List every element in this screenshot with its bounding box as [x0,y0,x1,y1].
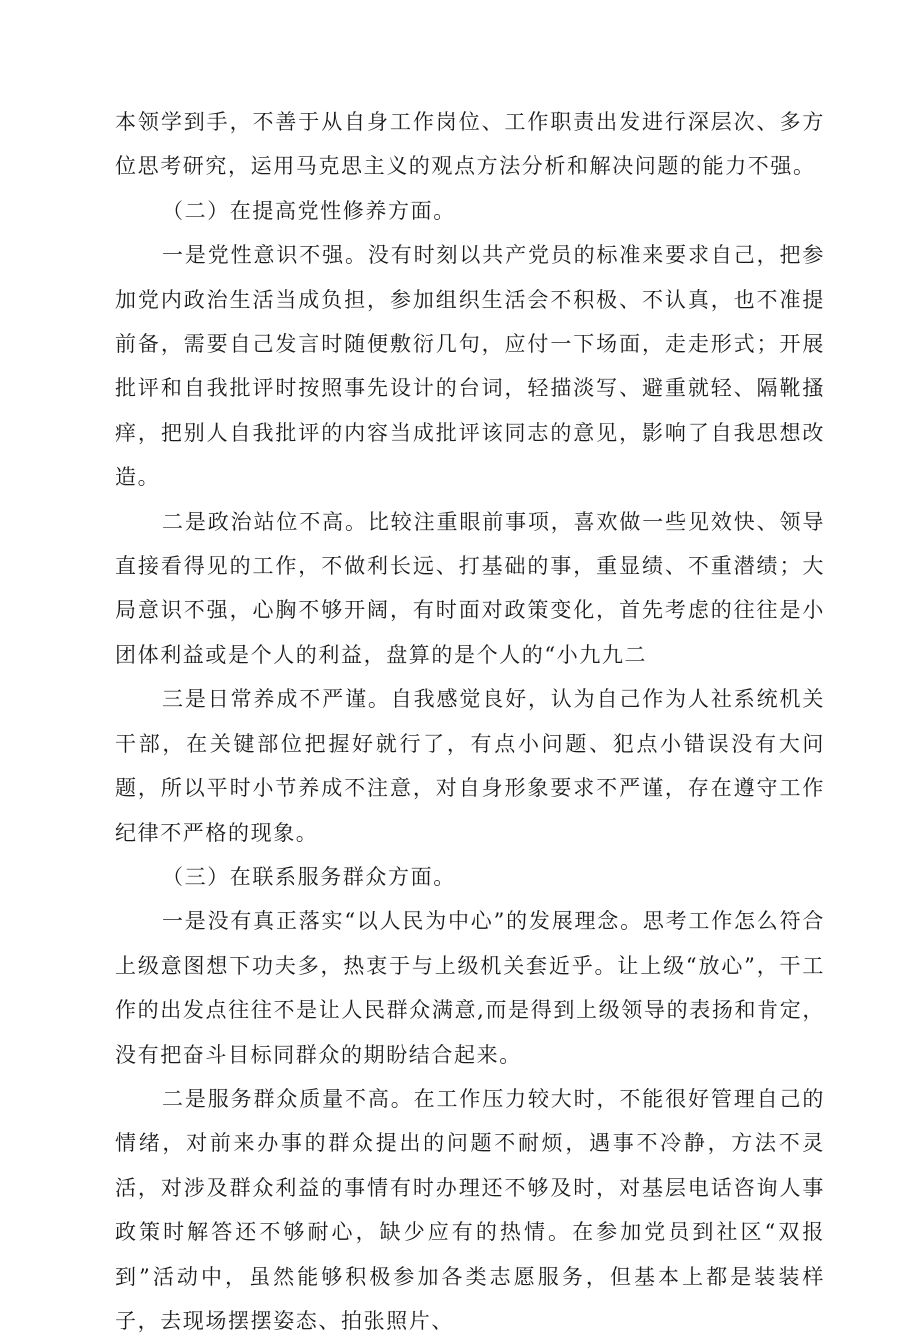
paragraph-service-quality: 二是服务群众质量不高。在工作压力较大时，不能很好管理自己的情绪，对前来办事的群众提出的问题不耐烦，遇事不冷静，方法不灵活，对涉及群众利益的事情有时办理还不够及时，对基层电话咨询人事政策时解答还不够耐心，缺少应有的热情。在参加党员到社区“双报到”活动中，虽然能够积极参加各类志愿服务，但基本上都是装装样子，去现场摆摆姿态、拍张照片、 [115,1086,825,1333]
paragraph-people-centered: 一是没有真正落实“以人民为中心”的发展理念。思考工作怎么符合上级意图想下功夫多，热衷于与上级机关套近乎。让上级“放心”，干工作的出发点往往不是让人民群众满意,而是得到上级领导的表扬和肯定，没有把奋斗目标同群众的期盼结合起来。 [115,909,825,1067]
paragraph-party-awareness: 一是党性意识不强。没有时刻以共产党员的标准来要求自己，把参加党内政治生活当成负担，参加组织生活会不积极、不认真，也不准提前备，需要自己发言时随便敷衍几句，应付一下场面，走走形式；开展批评和自我批评时按照事先设计的台词，轻描淡写、避重就轻、隔靴搔痒，把别人自我批评的内容当成批评该同志的意见，影响了自我思想改造。 [115,243,825,490]
section-heading-serving-masses: （三）在联系服务群众方面。 [162,864,456,889]
paragraph-continuation: 本领学到手，不善于从自身工作岗位、工作职责出发进行深层次、多方位思考研究，运用马克思主义的观点方法分析和解决问题的能力不强。 [115,110,825,179]
section-heading-party-spirit: （二）在提高党性修养方面。 [162,198,456,223]
paragraph-daily-habits: 三是日常养成不严谨。自我感觉良好，认为自己作为人社系统机关干部，在关键部位把握好就行了，有点小问题、犯点小错误没有大问题，所以平时小节养成不注意，对自身形象要求不严谨，存在遵守工作纪律不严格的现象。 [115,687,825,845]
paragraph-political-stance: 二是政治站位不高。比较注重眼前事项，喜欢做一些见效快、领导直接看得见的工作，不做利长远、打基础的事，重显绩、不重潜绩；大局意识不强，心胸不够开阔，有时面对政策变化，首先考虑的往往是小团体利益或是个人的利益，盘算的是个人的“小九九二 [115,509,825,667]
document-body [115,100,825,1343]
